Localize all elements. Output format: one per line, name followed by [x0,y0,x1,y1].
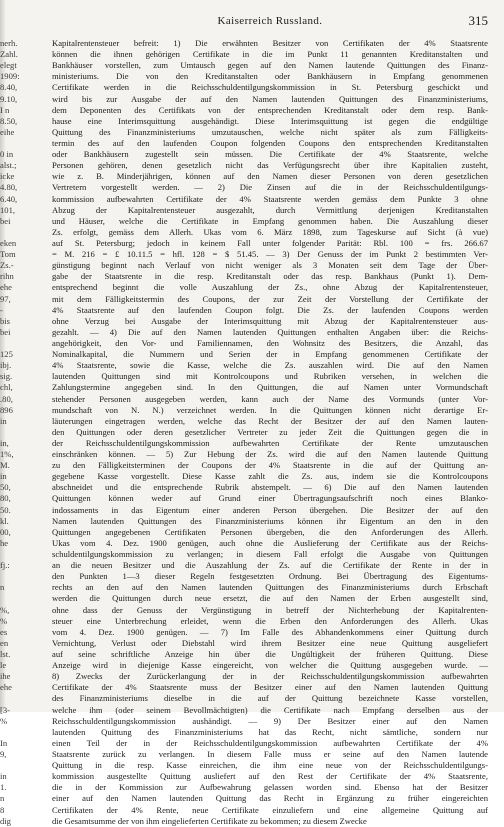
margin-fragment: ibj. [0,360,12,371]
margin-fragment: kl. [0,515,9,526]
text-line: Quittung des Finanzministeriums umzutauschen, welche nicht später als zum Fälligkeits- [52,126,488,137]
margin-fragment: in [0,415,7,426]
margin-fragment: I n [0,104,10,115]
margin-fragment: 1. [0,782,7,793]
margin-fragment: Zs.- [0,260,14,271]
text-line: die Gesamtsumme der von ihm eingelieferten Certifikate zu bekommen; zu diesem Zwecke [52,815,367,826]
text-line: angehörigkeit, den Vor- und Familiennamen, den Wohnsitz des Besitzers, die Anzahl, das [52,337,488,348]
text-line: welche ihm (oder seinem Bevollmächtigten) die Certifikate nach Empfang derselben aus der [52,704,488,715]
margin-fragment [0,138,36,149]
text-line: kommission ausgestellte Quittung ausliefert auf den Rest der Certifikate der 4% Staatsrente, [52,771,488,782]
margin-fragment: 896 [0,404,13,415]
text-line: auf St. Petersburg; jedoch in keinem Fall unter folgender Parität: Rbl. 100 = frs. 266.67 [52,237,488,248]
text-line: einer auf den Namen lautenden Quittung das Recht in Ergänzung zu früher eingereichten [52,793,488,804]
margin-fragment: M. [0,460,10,471]
margin-fragment: [3- [0,704,11,715]
text-line: Quittung in die resp. Kasse einreichen, die ihm eine neue von der Reichsschuldentilgungs- [52,760,488,771]
margin-fragment: nerh. [0,38,18,48]
text-line: den Punkten 1—3 dieser Regeln festgesetzten Ordnung. Bei Übertragung des Eigentums- [52,571,488,582]
text-line: Vernichtung, Verlust oder Diebstahl wird ihrem Besitzer eine neue Quittung ausgeliefert [52,637,488,648]
text-line: Bankhäuser vorstellen, zum Umtausch gegen auf den Namen lautende Quittungen des Finanz- [52,60,488,71]
margin-fragment: sig. [0,371,13,382]
text-line: stehender Personen ausgegeben werden, kann auch der Name des Vormunds (unter Vor- [52,393,488,404]
margin-fragment: eihe [0,126,15,137]
text-line: Kapitalrentensteuer befreit: 1) Die erwähnten Besitzer von Certifikaten der 4% Staatsrente [52,38,488,48]
text-line: Nominalkapital, die Nummern und Serien der in Empfang genommenen Certifikate der [52,349,488,360]
margin-fragment: 1%, [0,449,14,460]
margin-fragment: n [0,582,5,593]
margin-fragment: eken [0,237,17,248]
text-line: entsprechend beginnt die volle Auszahlung der Zs., ohne Abzug der Kapitalrentensteuer, [52,282,488,293]
header-title: Kaiserreich Russland. [217,15,323,27]
text-line: hause eine Interimsquittung ausgehändigt. Diese Interimsquittung ist gegen die endgültige [52,115,488,126]
margin-fragment: 8.50, [0,115,18,126]
margin-fragment: 50. [0,504,11,515]
margin-fragment: es [0,626,8,637]
margin-fragment: ehe [0,282,12,293]
text-line: Quittungen können weder auf Grund einer Übertragungsaufschrift noch eines Blanko- [52,493,488,504]
margin-fragment: 8 [0,804,5,815]
text-line: 4% Staatsrente, sowie die Kasse, welche die Zs. auszahlen wird. Die auf den Namen [52,360,488,371]
margin-fragment: ihe [0,671,11,682]
margin-fragment: icke [0,171,15,182]
margin-fragment [0,760,36,771]
margin-fragment: elegt [0,60,17,71]
text-line: mundschaft von N. N.) verzeichnet werden. In die Quittungen können nicht derartige Er- [52,404,488,415]
text-line: Abzug der Kapitalrentensteuer ausgezahlt, durch Vermittlung derjenigen Kreditanstalten [52,204,488,215]
text-line: gegebene Kasse vorgestellt. Diese Kasse zahlt die Zs. aus, indem sie die Kontrolcoupons [52,471,488,482]
text-line: abschneidet und die entsprechende Rubrik abstempelt. — 6) Die auf den Namen lautenden [52,482,488,493]
margin-fragment [0,693,36,704]
margin-fragment: 9, [0,749,7,759]
text-line: Certifikaten der 4% Rente, neue Certifikate einzuliefern und eine allgemeine Quittung auf [52,804,488,815]
text-line: werden die Quittungen durch neue ersetzt, die auf den Namen der Erben ausgestellt sind, [52,593,488,604]
text-line: dem Deponenten des Certifikats von der entsprechenden Kreditanstalt oder dem resp. Bank- [52,104,488,115]
margin-fragment [0,427,36,438]
text-line: den Quittungen oder deren gesetzlicher Vertreter zu jeder Zeit die Quittungen gegen die in [52,426,488,437]
margin-fragment: Zahl. [0,49,18,60]
text-line: kommission aufbewahrten Certifikate der 4% Staatsrente werden gemäss dem Punkte 3 ohne [52,193,488,204]
margin-fragment: ehe [0,682,12,693]
margin-fragment: en [0,637,9,648]
text-line: Anzeige wird in diejenige Kasse eingereicht, von welcher die Quittung ausgegeben wurde. — [52,660,488,671]
text-line: Namen lautenden Quittungen des Finanzministeriums können ihr Eigentum an den in den [52,515,488,526]
text-line: einen Teil der in der Reichsschuldentilgungskommission aufbewahrten Certifikate der 4% [52,737,488,748]
margin-fragment: chl, [0,382,13,393]
text-line: Vertretern vorgestellt werden. — 2) Die Zinsen auf die in der Reichsschuldentilgungs- [52,182,488,193]
margin-fragment: lst. [0,649,11,660]
margin-fragment: 97, [0,293,11,304]
adjacent-page-margin [0,38,36,826]
margin-fragment: 50, [0,482,11,493]
text-line: lautenden Quittung des Finanzministeriums hat das Recht, nicht sämtliche, sondern nur [52,726,488,737]
margin-fragment [0,571,36,582]
margin-fragment: le [0,660,7,671]
text-line: Reichsschuldentilgungskommission aushändigt. — 9) Der Besitzer einer auf den Namen [52,715,488,726]
margin-fragment: .80, [0,393,13,404]
text-line: mit dem Fälligkeitstermin des Coupons, der zur Zeit der Vorstellung der Certifikate der [52,293,488,304]
margin-fragment: In [0,737,8,748]
text-line: 8) Zwecks der Zurückerlangung der in der Reichsschuldentilgungskommission aufbewahrten [52,671,488,682]
text-line: einschränken können. — 5) Zur Hebung der Zs. wird die auf den Namen lautende Quittung [52,449,488,460]
text-line: Zs. erfolgt, gemäss dem Allerh. Ukas vom 6. März 1898, zum Tageskurse auf Sicht (à vue) [52,226,488,237]
margin-fragment: 0 in [0,149,14,160]
text-line: der Reichsschuldentilgungskommission aufbewahrten Certifikate der Rente umzutauschen [52,437,488,448]
running-header [52,12,488,32]
margin-fragment: alst.; [0,160,17,171]
text-line: = M. 216 = £ 10.11.5 = hfl. 128 = $ 51.45. — 3) Der Genuss der im Punkt 2 bestimmten Ver- [52,249,488,260]
margin-fragment: bei [0,326,11,337]
margin-fragment: 4.80, [0,182,18,193]
margin-fragment: 101, [0,204,16,215]
page-number: 315 [468,13,488,28]
text-line: rechts an den auf den Namen lautenden Quittungen des Finanzministeriums durch Erbschaft [52,582,488,593]
text-line: ohne Verzug bei Ausgabe der Interimsquittung mit Abzug der Kapitalrentensteuer aus- [52,315,488,326]
text-line: des Finanzministeriums dieselbe in die auf der Quittung bezeichnete Kasse vorstellen, [52,693,488,704]
text-line: gezahlt. — 4) Die auf den Namen lautenden Quittungen enthalten Angaben über: die Reichs- [52,326,488,337]
text-line: Quittungen angegebenen Certifikaten Personen übergeben, die den Anforderungen des Allerh. [52,526,488,537]
margin-fragment [0,549,36,560]
margin-fragment: % [0,715,8,726]
margin-fragment: 00, [0,526,11,537]
text-line: indossaments in das Eigentum einer anderen Person übergehen. Die Besitzer der auf den [52,504,488,515]
text-line: günstigung beginnt nach Verlauf von nicht weniger als 3 Monaten seit dem Tage der Über- [52,260,488,271]
text-line: und Häuser, welche die Certifikate in Empfang genommen haben. Die Auszahlung dieser [52,215,488,226]
text-line: vom 4. Dez. 1900 genügen. — 7) Im Falle des Abhandenkommens einer Quittung durch [52,626,488,637]
margin-fragment: in [0,771,7,782]
text-line: an die neuen Besitzer und die Auszahlung der Zs. auf die Certifikate der Rente in der in [52,560,488,571]
margin-fragment: bis [0,315,11,326]
text-line: Ukas vom 4. Dez. 1900 genügen, auch ohne die Auslieferung der Certifikate aus der Reichs- [52,537,488,548]
margin-fragment: Tom [0,249,16,260]
margin-fragment: he [0,537,9,548]
text-line: Certifikate werden in die Reichsschuldentilgungskommission in St. Petersburg geschickt und [52,82,488,93]
margin-fragment [0,727,36,738]
margin-fragment: 8.40, [0,82,18,93]
margin-fragment [0,593,36,604]
margin-fragment: 9.10, [0,93,18,104]
text-line: Zahlungstermine angegeben sind. In den Quittungen, die auf Namen unter Vormundschaft [52,382,488,393]
margin-fragment: rihn [0,271,14,282]
text-line: wie z. B. Minderjährigen, können auf den Namen dieser Personen von deren gesetzlichen [52,171,488,182]
text-line: Personen gehören, denen gesetzlich nicht das Verfügungsrecht über ihre Kapitalien zusteht, [52,160,488,171]
margin-fragment [0,227,36,238]
text-line: die in der Kommission zur Aufbewahrung gelassen worden sind. Ebenso hat der Besitzer [52,782,488,793]
margin-fragment: fj.: [0,560,10,571]
text-line: zu den Fälligkeitsterminen der Coupons der 4% Staatsrente in die auf der Quittung an- [52,460,488,471]
margin-fragment: 125 [0,349,13,360]
margin-fragment: in, [0,437,9,448]
margin-fragment: - [0,304,3,315]
text-line: steuer eine Unterbrechung erleidet, wenn die Erben den Anforderungen des Allerh. Ukas [52,615,488,626]
text-line: Certifikate der 4% Staatsrente muss der Besitzer einer auf den Namen lautenden Quittung [52,682,488,693]
text-line: Staatsrente zurück zu verlangen. In diesem Falle muss er seine auf den Namen lautende [52,749,488,759]
text-line: auf seine schriftliche Anzeige hin über die Ungültigkeit der früheren Quittung. Diese [52,649,488,660]
text-line: ohne dass der Genuss der Vergünstigung in betreff der Nichterhebung der Kapitalrenten- [52,604,488,615]
text-line: wird bis zur Ausgabe der auf den Namen lautenden Quittungen des Finanzministeriums, [52,93,488,104]
margin-fragment: 6.40, [0,193,18,204]
text-line: lautenden Quittungen sind mit Kontrolcoupons und Rubriken versehen, in welchen die [52,371,488,382]
margin-fragment: n [0,793,5,804]
text-line: oder Bankhäusern zugestellt sein müssen. Die Certifikate der 4% Staatsrente, welche [52,149,488,160]
text-line: termin des auf den laufenden Coupon folgenden Coupons den entsprechenden Kreditanstalten [52,137,488,148]
margin-fragment: dig [0,815,11,826]
margin-fragment: bei [0,215,11,226]
margin-fragment: in [0,471,7,482]
margin-fragment: %, [0,604,10,615]
margin-fragment: 1909: [0,71,20,82]
text-line: läuterungen eingetragen werden, welche das Recht der Besitzer der auf den Namen lauten- [52,415,488,426]
margin-fragment: 80, [0,493,11,504]
text-line: 4% Staatsrente auf den laufenden Coupon folgt. Die Zs. der laufenden Coupons werden [52,304,488,315]
body-text [52,38,488,826]
text-line: können die ihnen gehörigen Certifikate in die im Punkt 11 genannten Kreditanstalten und [52,49,488,60]
text-line: schuldentilgungskommission zu verlangen; in diesem Fall erfolgt die Ausgabe von Quittungen [52,549,488,560]
margin-fragment: % [0,615,8,626]
text-line: ministeriums. Die von den Kreditanstalten oder Bankhäusern in Empfang genommenen [52,71,488,82]
margin-fragment [0,338,36,349]
text-line: gabe der Staatsrente in die resp. Kreditanstalt oder das resp. Bankhaus (Punkt 1). Dem- [52,271,488,282]
